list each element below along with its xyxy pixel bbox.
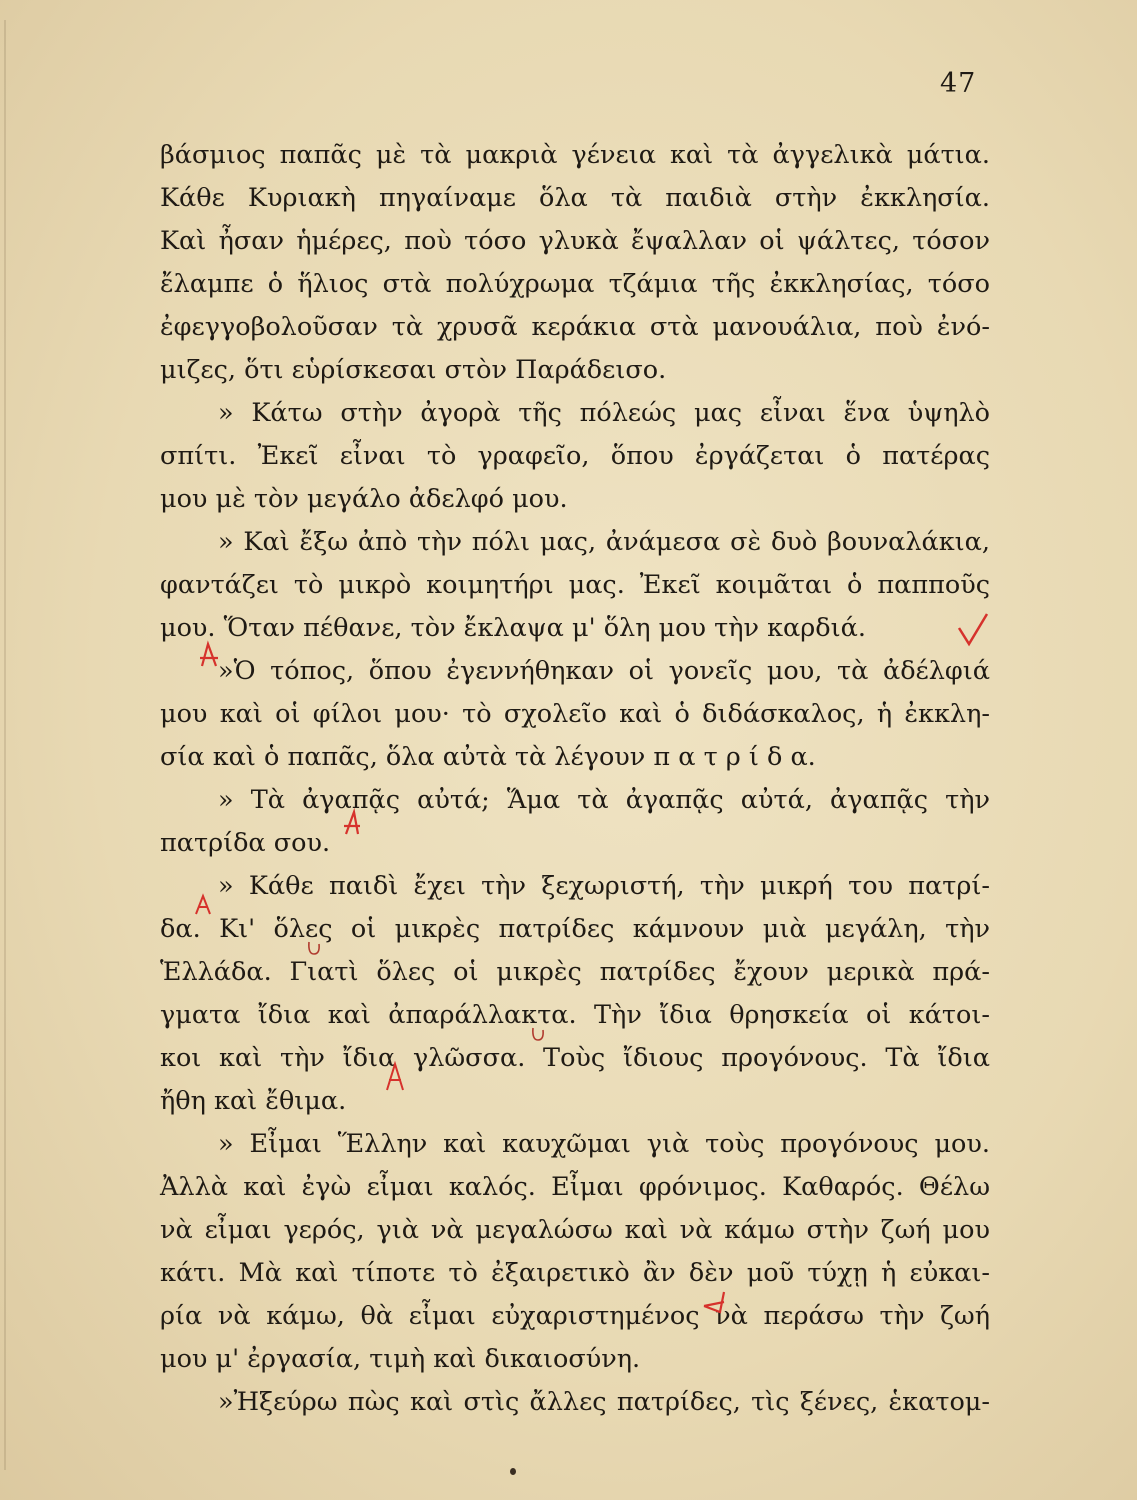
text-line: » Εἶμαι Ἕλλην καὶ καυχῶμαι γιὰ τοὺς προγόνους μου. <box>218 1129 990 1159</box>
text-line: δα. Κι' ὅλες οἱ μικρὲς πατρίδες κάμνουν μιὰ μεγάλη, τὴν <box>160 914 990 944</box>
text-line: γματα ἴδια καὶ ἀπαράλλακτα. Τὴν ἴδια θρησκεία οἱ κάτοι- <box>160 1000 990 1030</box>
text-line: »Ὁ τόπος, ὅπου ἐγεννήθηκαν οἱ γονεῖς μου, τὰ ἀδέλφιά <box>218 656 990 686</box>
checkmark-annotation-icon <box>955 610 991 650</box>
page-edge-shadow <box>4 20 6 1470</box>
text-line: σία καὶ ὁ παπᾶς, ὅλα αὐτὰ τὰ λέγουν π α τ ρ ί δ α. <box>160 742 816 772</box>
pause-mark-annotation-icon <box>306 938 322 956</box>
text-line: » Κάθε παιδὶ ἔχει τὴν ξεχωριστή, τὴν μικρή του πατρί- <box>218 871 990 901</box>
paragraph-mark-annotation-icon <box>382 1060 408 1094</box>
text-line: φαντάζει τὸ μικρὸ κοιμητήρι μας. Ἐκεῖ κοιμᾶται ὁ παπποῦς <box>160 570 990 600</box>
text-line: ἐφεγγοβολοῦσαν τὰ χρυσᾶ κεράκια στὰ μανουάλια, ποὺ ἐνό- <box>160 312 990 342</box>
text-line: ἔλαμπε ὁ ἥλιος στὰ πολύχρωμα τζάμια τῆς ἐκκλησίας, τόσο <box>160 269 990 299</box>
text-line: Καὶ ἦσαν ἡμέρες, ποὺ τόσο γλυκὰ ἔψαλλαν οἱ ψάλτες, τόσον <box>160 226 990 256</box>
text-line: κάτι. Μὰ καὶ τίποτε τὸ ἐξαιρετικὸ ἂν δὲν μοῦ τύχῃ ἡ εὐκαι- <box>160 1258 990 1288</box>
text-line: βάσμιος παπᾶς μὲ τὰ μακριὰ γένεια καὶ τὰ ἀγγελικὰ μάτια. <box>160 140 990 170</box>
text-line: μου μ' ἐργασία, τιμὴ καὶ δικαιοσύνη. <box>160 1344 641 1374</box>
paragraph-mark-annotation-icon <box>700 1288 732 1318</box>
text-line: ρία νὰ κάμω, θὰ εἶμαι εὐχαριστημένος νὰ περάσω τὴν ζωή <box>160 1301 990 1331</box>
text-line: »Ἠξεύρω πὼς καὶ στὶς ἄλλες πατρίδες, τὶς ξένες, ἑκατομ- <box>218 1387 990 1417</box>
text-line: Ἑλλάδα. Γιατὶ ὅλες οἱ μικρὲς πατρίδες ἔχουν μερικὰ πρά- <box>160 957 990 987</box>
text-line: » Καὶ ἔξω ἀπὸ τὴν πόλι μας, ἀνάμεσα σὲ δυὸ βουναλάκια, <box>218 527 990 557</box>
text-line: μου μὲ τὸν μεγάλο ἀδελφό μου. <box>160 484 568 514</box>
text-line: νὰ εἶμαι γερός, γιὰ νὰ μεγαλώσω καὶ νὰ κάμω στὴν ζωή μου <box>160 1215 990 1245</box>
pause-mark-annotation-icon <box>530 1024 546 1042</box>
paper-speck <box>510 1468 516 1475</box>
paragraph-mark-annotation-icon <box>196 638 222 672</box>
text-line: Κάθε Κυριακὴ πηγαίναμε ὅλα τὰ παιδιὰ στὴν ἐκκλησία. <box>160 183 990 213</box>
text-line: πατρίδα σου. <box>160 828 331 858</box>
text-line: Ἀλλὰ καὶ ἐγὼ εἶμαι καλός. Εἶμαι φρόνιμος. Καθαρός. Θέλω <box>160 1172 990 1202</box>
text-line: ἤθη καὶ ἔθιμα. <box>160 1086 347 1116</box>
text-line: » Τὰ ἀγαπᾷς αὐτά; Ἅμα τὰ ἀγαπᾷς αὐτά, ἀγαπᾷς τὴν <box>218 785 990 815</box>
text-line: μιζες, ὅτι εὑρίσκεσαι στὸν Παράδεισο. <box>160 355 667 385</box>
text-line: » Κάτω στὴν ἀγορὰ τῆς πόλεώς μας εἶναι ἕνα ὑψηλὸ <box>218 398 990 428</box>
text-line: σπίτι. Ἐκεῖ εἶναι τὸ γραφεῖο, ὅπου ἐργάζεται ὁ πατέρας <box>160 441 990 471</box>
paragraph-mark-annotation-icon <box>192 892 214 918</box>
page-number: 47 <box>940 68 977 99</box>
text-line: μου. Ὅταν πέθανε, τὸν ἔκλαψα μ' ὅλη μου τὴν καρδιά. <box>160 613 866 643</box>
text-line: μου καὶ οἱ φίλοι μου· τὸ σχολεῖο καὶ ὁ διδάσκαλος, ἡ ἐκκλη- <box>160 699 990 729</box>
text-line: κοι καὶ τὴν ἴδια γλῶσσα. Τοὺς ἴδιους προγόνους. Τὰ ἴδια <box>160 1043 990 1073</box>
paragraph-mark-annotation-icon <box>340 808 364 838</box>
